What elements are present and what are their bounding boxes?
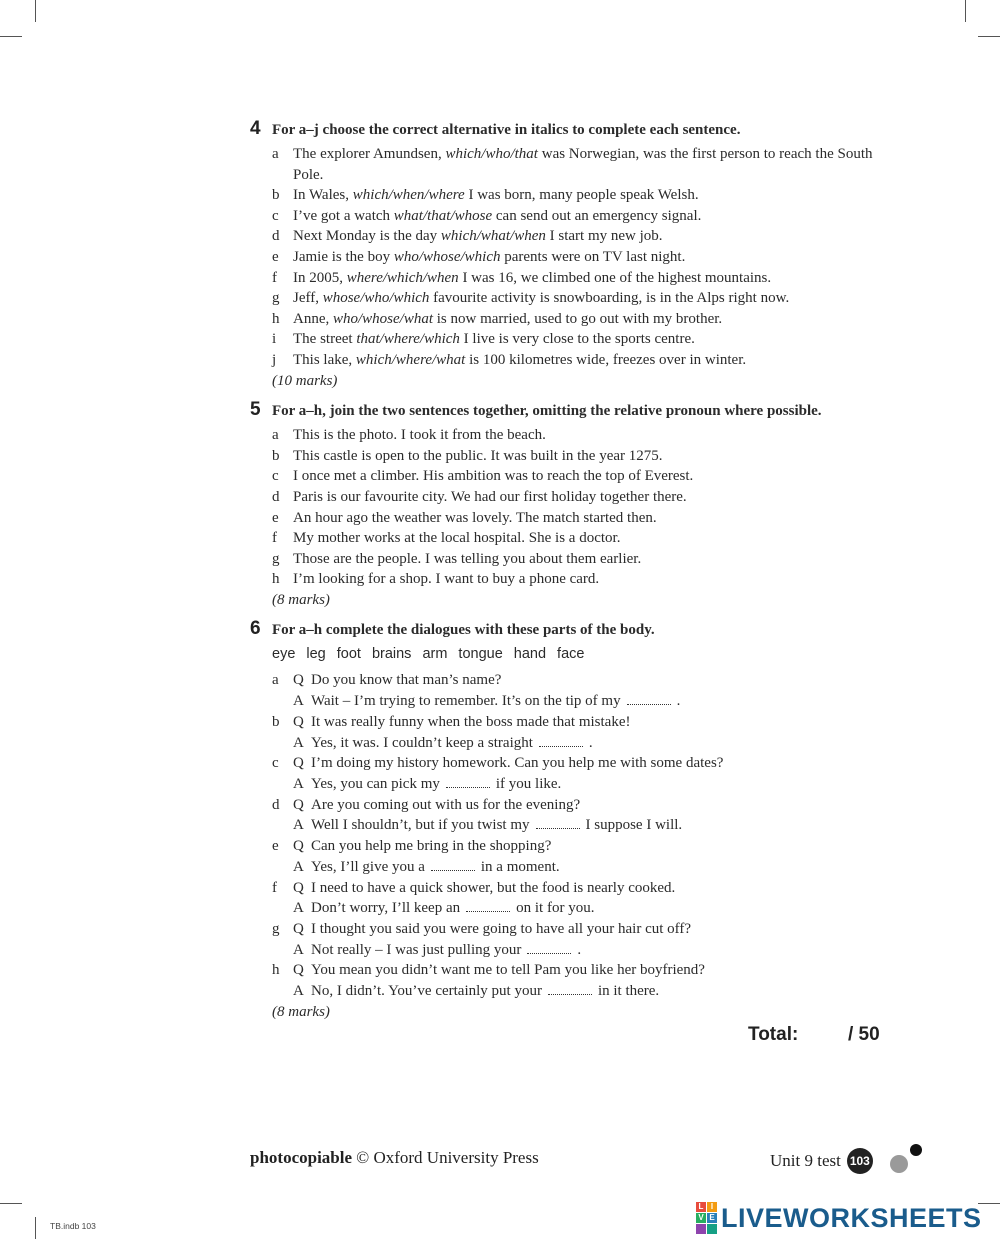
answer-text-post: in it there. — [597, 983, 660, 1000]
dialogue-question-row — [272, 795, 890, 816]
item-text — [293, 144, 890, 185]
list-item — [272, 268, 890, 289]
dialogue-answer-row — [272, 691, 890, 712]
speaker-label: A — [293, 775, 304, 792]
list-item — [272, 528, 890, 549]
word-bank-item: arm — [422, 646, 448, 663]
answer-text-pre: Wait – I’m trying to remember. It’s on the tip of my — [311, 693, 621, 710]
item-letter: g — [272, 920, 280, 937]
dialogue-question — [293, 753, 890, 774]
speaker-label: A — [293, 734, 304, 751]
question-number: 5 — [250, 399, 261, 421]
photocopiable-label: photocopiable — [250, 1148, 353, 1167]
dialogue-answer-row — [272, 774, 890, 795]
item-alternatives: who/whose/what — [333, 310, 434, 327]
item-letter: e — [272, 509, 279, 526]
question-header — [250, 399, 890, 421]
item-alternatives: which/where/what — [355, 351, 466, 368]
logo-tile — [707, 1224, 717, 1234]
answer-text-pre: Yes, it was. I couldn’t keep a straight — [311, 734, 533, 751]
question-instruction: For a–j choose the correct alternative in italics to complete each sentence. — [272, 122, 741, 138]
item-letter: a — [272, 146, 279, 162]
item-text-post: I was born, many people speak Welsh. — [464, 187, 699, 204]
item-alternatives: which/when/where — [352, 187, 465, 204]
dialogue-items — [272, 670, 890, 1001]
speaker-label: Q — [293, 796, 304, 813]
item-text-post: is 100 kilometres wide, freezes over in winter. — [465, 351, 747, 368]
page-number-badge: 103 — [847, 1148, 873, 1174]
unit-label: Unit 9 test — [770, 1151, 841, 1170]
dialogue-answer — [293, 691, 890, 712]
list-item — [272, 350, 890, 371]
item-text-pre: In 2005, — [293, 269, 347, 286]
answer-text-post: if you like. — [495, 775, 562, 792]
dialogue-question-row — [272, 712, 890, 733]
speaker-label: A — [293, 817, 304, 834]
answer-text — [311, 733, 593, 754]
answer-blank[interactable] — [627, 693, 671, 705]
dialogue-answer — [293, 940, 890, 961]
item-letter: d — [272, 488, 280, 505]
answer-text — [311, 815, 682, 836]
item-text-pre: Anne, — [293, 310, 333, 327]
dialogue-question — [293, 795, 890, 816]
total-out-of: / 50 — [848, 1024, 880, 1045]
item-letter: j — [272, 351, 277, 368]
item-alternatives: that/where/which — [356, 331, 460, 348]
word-bank-item: eye — [272, 646, 296, 663]
question-text: I thought you said you were going to have all your hair cut off? — [311, 920, 692, 937]
item-letter: a — [272, 672, 279, 689]
answer-text — [311, 940, 581, 961]
item-letter-spacer — [272, 733, 293, 754]
item-letter: b — [272, 447, 280, 464]
item-letter: a — [272, 427, 279, 444]
crop-mark — [978, 36, 1000, 37]
worksheet-content — [250, 118, 890, 1022]
item-letter: d — [272, 796, 280, 813]
dialogue-answer — [293, 774, 890, 795]
item-letter: g — [272, 550, 280, 567]
answer-text — [311, 691, 680, 712]
speaker-label: Q — [293, 672, 304, 689]
total-label: Total: — [748, 1024, 799, 1045]
dialogue-question — [293, 878, 890, 899]
word-bank-item: face — [557, 646, 585, 663]
list-item — [272, 569, 890, 590]
speaker-label: A — [293, 983, 304, 1000]
item-text-post: favourite activity is snowboarding, is in the Alps right now. — [429, 290, 790, 307]
item-text-post: is now married, used to go out with my brother. — [433, 310, 723, 327]
item-alternatives: where/which/when — [346, 269, 459, 286]
speaker-label: A — [293, 693, 304, 710]
answer-text-post: . — [588, 734, 593, 751]
item-letter-spacer — [272, 691, 293, 712]
marks-label: (10 marks) — [272, 372, 338, 389]
total-score — [748, 1024, 880, 1046]
item-letter: f — [272, 269, 277, 286]
item-letter: e — [272, 838, 279, 855]
answer-text-post: . — [577, 941, 582, 958]
crop-mark — [35, 0, 36, 22]
answer-text — [311, 857, 560, 878]
item-text — [293, 268, 890, 289]
dialogue-question-row — [272, 670, 890, 691]
dialogue-answer — [293, 857, 890, 878]
item-text: This is the photo. I took it from the beach. — [293, 427, 546, 444]
list-item — [272, 446, 890, 467]
item-letter-spacer — [272, 940, 293, 961]
item-text-post: I start my new job. — [545, 228, 663, 245]
item-text — [293, 206, 890, 227]
item-letter: b — [272, 187, 280, 204]
speaker-label: A — [293, 900, 304, 917]
answer-text-post: in a moment. — [480, 858, 560, 875]
item-letter-spacer — [272, 981, 293, 1002]
speaker-label: Q — [293, 879, 304, 896]
word-bank-item: leg — [306, 646, 326, 663]
speaker-label: Q — [293, 962, 304, 979]
answer-text — [311, 774, 561, 795]
word-bank-item: tongue — [458, 646, 503, 663]
list-item — [272, 288, 890, 309]
item-text — [293, 309, 890, 330]
dialogue-question — [293, 919, 890, 940]
speaker-label: Q — [293, 755, 304, 772]
question-items — [272, 144, 890, 371]
question-number: 6 — [250, 618, 261, 640]
answer-text-post: on it for you. — [516, 900, 595, 917]
answer-blank[interactable] — [446, 776, 490, 788]
list-item — [272, 487, 890, 508]
item-letter: g — [272, 290, 280, 307]
item-letter-spacer — [272, 857, 293, 878]
item-text-pre: Jeff, — [293, 290, 323, 307]
item-text-pre: Jamie is the boy — [293, 248, 394, 265]
answer-text-pre: No, I didn’t. You’ve certainly put your — [311, 983, 542, 1000]
item-text: Paris is our favourite city. We had our first holiday together there. — [293, 488, 687, 505]
list-item — [272, 185, 890, 206]
item-text-pre: This lake, — [293, 351, 356, 368]
answer-blank[interactable] — [466, 900, 510, 912]
liveworksheets-logo-icon — [696, 1202, 717, 1234]
publisher-label: © Oxford University Press — [356, 1148, 539, 1167]
item-letter: b — [272, 713, 280, 730]
dialogue-answer-row — [272, 857, 890, 878]
item-text: This castle is open to the public. It was built in the year 1275. — [293, 447, 663, 464]
item-text: Those are the people. I was telling you about them earlier. — [293, 550, 642, 567]
answer-text — [311, 898, 594, 919]
item-alternatives: which/what/when — [440, 228, 546, 245]
word-bank-item: hand — [513, 646, 547, 663]
dialogue-answer — [293, 898, 890, 919]
item-text-post: was Norwegian, was the first person to reach the South Pole. — [293, 146, 873, 183]
speaker-label: A — [293, 941, 304, 958]
word-bank-item: foot — [336, 646, 361, 663]
list-item — [272, 144, 890, 185]
item-text — [293, 185, 890, 206]
question-4 — [250, 118, 890, 391]
answer-blank[interactable] — [527, 942, 571, 954]
item-text-post: I live is very close to the sports centre. — [459, 331, 695, 348]
dialogue-question — [293, 836, 890, 857]
liveworksheets-brand: LIVEWORKSHEETS — [721, 1202, 982, 1233]
item-letter-spacer — [272, 815, 293, 836]
item-text — [293, 288, 890, 309]
dialogue-question — [293, 670, 890, 691]
answer-text-post: . — [676, 693, 681, 710]
answer-blank[interactable] — [548, 983, 592, 995]
item-text-post: I was 16, we climbed one of the highest mountains. — [458, 269, 772, 286]
item-text-pre: I’ve got a watch — [293, 207, 394, 224]
marks-label: (8 marks) — [272, 1003, 330, 1020]
item-alternatives: what/that/whose — [393, 207, 493, 224]
question-number: 4 — [250, 118, 261, 139]
item-letter: f — [272, 530, 277, 547]
footer-copyright — [250, 1148, 539, 1168]
question-instruction: For a–h complete the dialogues with these parts of the body. — [272, 622, 655, 639]
item-text-pre: The street — [293, 331, 357, 348]
speaker-label: Q — [293, 713, 304, 730]
question-text: I’m doing my history homework. Can you help me with some dates? — [311, 755, 724, 772]
list-item — [272, 508, 890, 529]
dialogue-answer — [293, 733, 890, 754]
list-item — [272, 226, 890, 247]
logo-tile — [696, 1224, 706, 1234]
logo-tile: E — [707, 1213, 717, 1223]
dialogue-question-row — [272, 960, 890, 981]
item-text-pre: Next Monday is the day — [293, 228, 441, 245]
list-item — [272, 329, 890, 350]
dialogue-question — [293, 960, 890, 981]
item-letter: c — [272, 207, 279, 224]
speaker-label: A — [293, 858, 304, 875]
question-text: Do you know that man’s name? — [311, 672, 502, 689]
dialogue-question-row — [272, 753, 890, 774]
item-alternatives: which/who/that — [445, 146, 538, 162]
item-letter-spacer — [272, 774, 293, 795]
item-text: I once met a climber. His ambition was to reach the top of Everest. — [293, 468, 694, 485]
dialogue-answer — [293, 815, 890, 836]
dialogue-answer-row — [272, 898, 890, 919]
answer-text-pre: Yes, I’ll give you a — [311, 858, 425, 875]
dialogue-question — [293, 712, 890, 733]
dialogue-answer — [293, 981, 890, 1002]
answer-text — [311, 981, 659, 1002]
item-text-post: can send out an emergency signal. — [492, 207, 702, 224]
decorative-dot — [910, 1144, 922, 1156]
speaker-label: Q — [293, 838, 304, 855]
print-slug: TB.indb 103 — [50, 1221, 96, 1231]
item-letter: h — [272, 962, 280, 979]
answer-text-pre: Well I shouldn’t, but if you twist my — [311, 817, 530, 834]
item-text: An hour ago the weather was lovely. The match started then. — [293, 509, 657, 526]
item-alternatives: whose/who/which — [322, 290, 430, 307]
item-letter: d — [272, 228, 280, 245]
item-letter: h — [272, 310, 280, 327]
logo-tile: V — [696, 1213, 706, 1223]
speaker-label: Q — [293, 920, 304, 937]
logo-tile: I — [707, 1202, 717, 1212]
answer-blank[interactable] — [431, 859, 475, 871]
item-letter: i — [272, 331, 277, 348]
item-text — [293, 226, 890, 247]
item-text-pre: In Wales, — [293, 187, 353, 204]
list-item — [272, 309, 890, 330]
question-text: It was really funny when the boss made that mistake! — [311, 713, 631, 730]
answer-blank[interactable] — [536, 817, 580, 829]
answer-text-pre: Don’t worry, I’ll keep an — [311, 900, 461, 917]
question-text: I need to have a quick shower, but the food is nearly cooked. — [311, 879, 676, 896]
item-letter-spacer — [272, 898, 293, 919]
crop-mark — [0, 36, 22, 37]
question-items — [272, 425, 890, 590]
question-text: Can you help me bring in the shopping? — [311, 838, 552, 855]
dialogue-answer-row — [272, 940, 890, 961]
question-header — [250, 618, 890, 640]
answer-text-post: I suppose I will. — [585, 817, 683, 834]
dialogue-question-row — [272, 836, 890, 857]
item-alternatives: who/whose/which — [393, 248, 501, 265]
answer-blank[interactable] — [539, 735, 583, 747]
word-bank-item: brains — [371, 646, 412, 663]
decorative-dot — [890, 1155, 908, 1173]
item-letter: c — [272, 468, 279, 485]
list-item — [272, 466, 890, 487]
item-letter: h — [272, 571, 280, 588]
item-letter: c — [272, 755, 279, 772]
crop-mark — [965, 0, 966, 22]
list-item — [272, 425, 890, 446]
question-5 — [250, 399, 890, 610]
answer-text-pre: Not really – I was just pulling your — [311, 941, 522, 958]
liveworksheets-watermark — [696, 1202, 982, 1234]
list-item — [272, 549, 890, 570]
item-text — [293, 350, 890, 371]
item-text: I’m looking for a shop. I want to buy a phone card. — [293, 571, 600, 588]
item-letter: e — [272, 248, 279, 265]
item-text: My mother works at the local hospital. She is a doctor. — [293, 530, 621, 547]
dialogue-question-row — [272, 919, 890, 940]
footer-unit — [770, 1148, 873, 1174]
dialogue-answer-row — [272, 733, 890, 754]
logo-tile: L — [696, 1202, 706, 1212]
marks-label: (8 marks) — [272, 591, 330, 608]
question-text: Are you coming out with us for the evening? — [311, 796, 581, 813]
list-item — [272, 247, 890, 268]
dialogue-answer-row — [272, 815, 890, 836]
list-item — [272, 206, 890, 227]
item-text-pre: The explorer Amundsen, — [293, 146, 446, 162]
item-text — [293, 329, 890, 350]
question-6 — [250, 618, 890, 1022]
dialogue-question-row — [272, 878, 890, 899]
item-letter: f — [272, 879, 277, 896]
question-text: You mean you didn’t want me to tell Pam you like her boyfriend? — [311, 962, 705, 979]
item-text-post: parents were on TV last night. — [500, 248, 686, 265]
crop-mark — [0, 1203, 22, 1204]
question-header — [250, 118, 890, 140]
word-bank — [272, 644, 890, 664]
dialogue-answer-row — [272, 981, 890, 1002]
item-text — [293, 247, 890, 268]
question-instruction: For a–h, join the two sentences together, omitting the relative pronoun where possible. — [272, 403, 822, 420]
answer-text-pre: Yes, you can pick my — [311, 775, 440, 792]
crop-mark — [35, 1217, 36, 1239]
